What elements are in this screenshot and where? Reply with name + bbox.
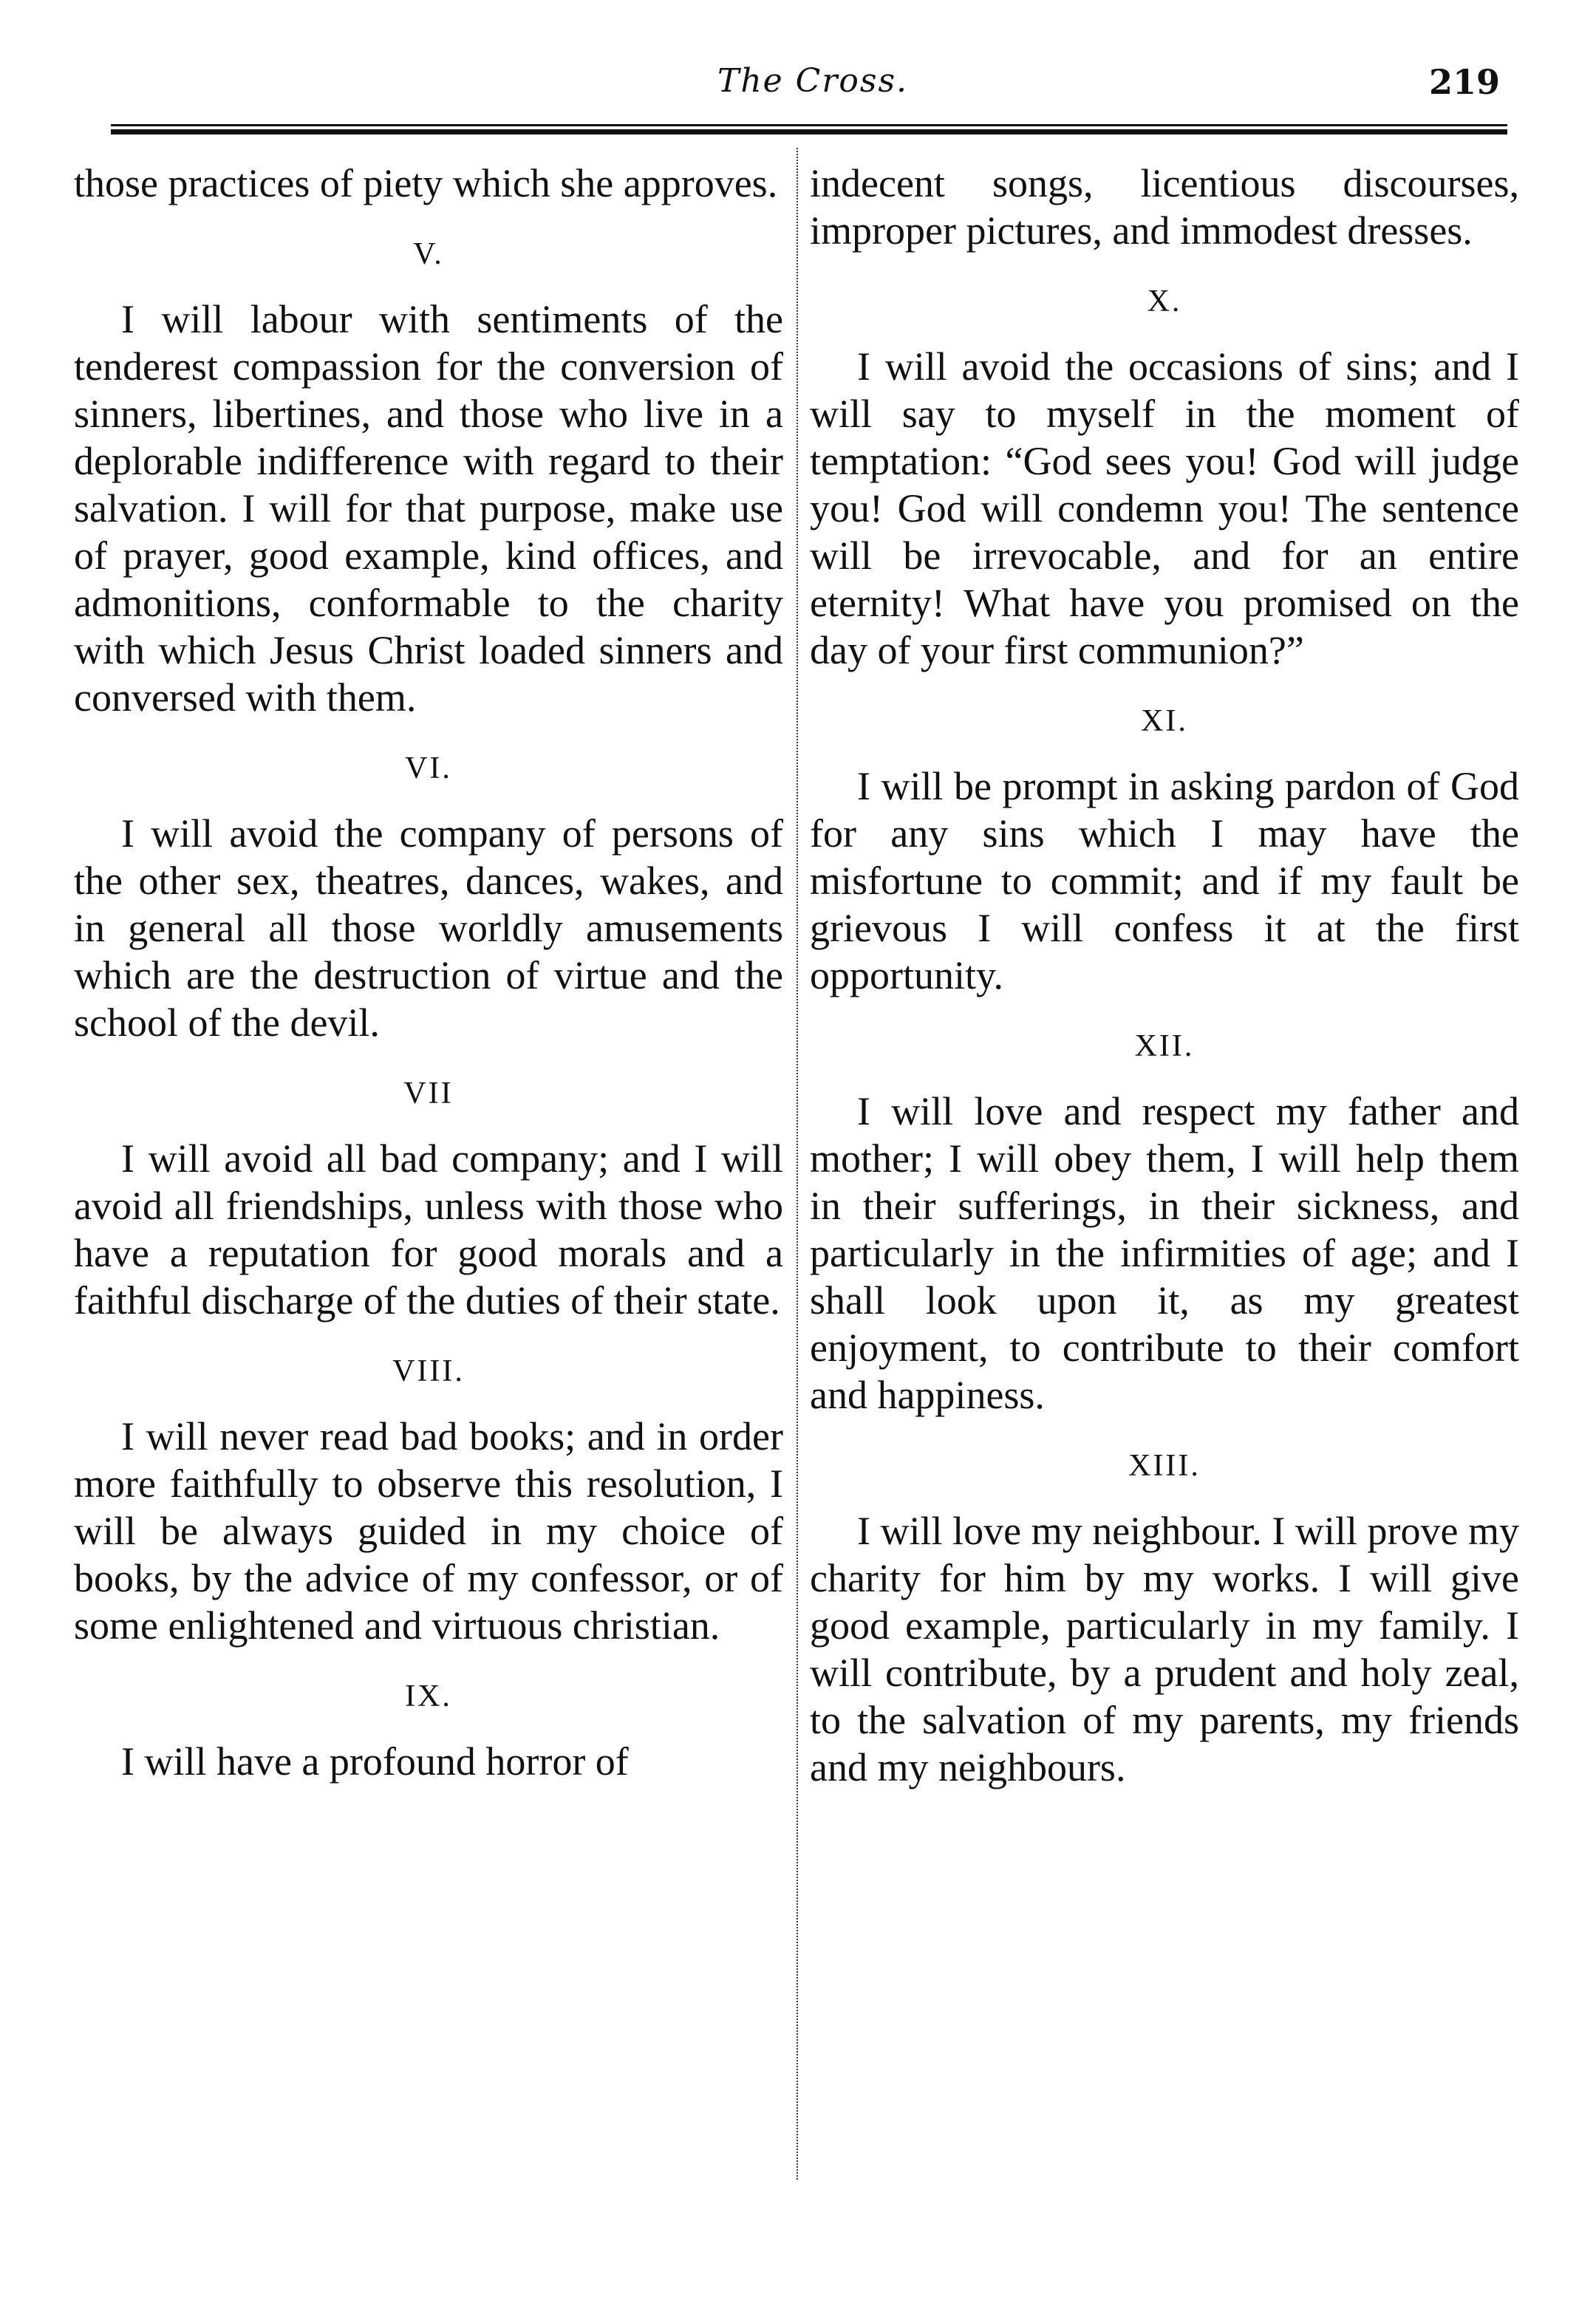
resolution-viii: I will never read bad books; and in order more faithfully to observe this resolution, I will be always guided in my choice of books, by the advice of my confessor, or of some enlightened and virtuous christian. <box>74 1414 783 1648</box>
section-numeral-vi: VI. <box>405 751 452 785</box>
left-column <box>74 160 783 1785</box>
section-numeral-xiii: XIII. <box>1128 1449 1201 1483</box>
right-column <box>810 160 1519 1791</box>
section-numeral-xii: XII. <box>1134 1029 1195 1063</box>
resolution-vi: I will avoid the company of persons of the other sex, theatres, dances, wakes, and in general all those worldly amusements which are the destruction of virtue and the school of the devil. <box>74 811 783 1045</box>
column-divider <box>797 148 798 2180</box>
section-numeral-v: V. <box>413 237 444 271</box>
resolution-vii: I will avoid all bad company; and I will avoid all friendships, unless with those who have a reputation for good morals and a faithful discharge of the duties of their state. <box>74 1136 783 1323</box>
resolution-x: I will avoid the occasions of sins; and I will say to myself in the moment of temptation: “God sees you! God will judge you! God will condemn you! The sentence will be irrevocable, and for an entire eternity! What have you promised on the day of your first communion?” <box>810 344 1519 672</box>
paragraph-continued: those practices of piety which she approves. <box>74 161 778 205</box>
section-numeral-x: X. <box>1147 284 1182 318</box>
resolution-xii: I will love and respect my father and mother; I will obey them, I will help them in their sufferings, in their sickness, and particularly in the infirmities of age; and I shall look upon it, as my greatest enjoyment, to contribute to their comfort and happiness. <box>810 1089 1519 1417</box>
running-title: The Cross. <box>717 62 909 100</box>
page-number: 219 <box>1428 62 1500 102</box>
resolution-ix: I will have a profound horror of <box>121 1739 629 1784</box>
section-numeral-viii: VIII. <box>392 1354 465 1388</box>
section-numeral-ix: IX. <box>405 1679 452 1713</box>
resolution-xi: I will be prompt in asking pardon of God for any sins which I may have the misfortune to commit; and if my fault be grievous I will confess it at the first opportunity. <box>810 764 1519 997</box>
resolution-xiii: I will love my neighbour. I will prove my charity for him by my works. I will give good example, particularly in my family. I will contribute, by a prudent and holy zeal, to the salvation of my parents, my friends and my neighbours. <box>810 1509 1519 1790</box>
page-header <box>118 58 1507 109</box>
resolution-v: I will labour with sentiments of the tenderest compassion for the conversion of sinners, libertines, and those who live in a deplorable indifference with regard to their salvation. I will for that purpose, make use of prayer, good example, kind offices, and admonitions, conformable to the charity with which Jesus Christ loaded sinners and conversed with them. <box>74 297 783 720</box>
section-numeral-xi: XI. <box>1141 704 1188 738</box>
section-numeral-vii: VII <box>403 1077 454 1110</box>
resolution-ix-continued: indecent songs, licentious discourses, improper pictures, and immodest dresses. <box>810 161 1519 253</box>
header-rule <box>111 124 1507 134</box>
